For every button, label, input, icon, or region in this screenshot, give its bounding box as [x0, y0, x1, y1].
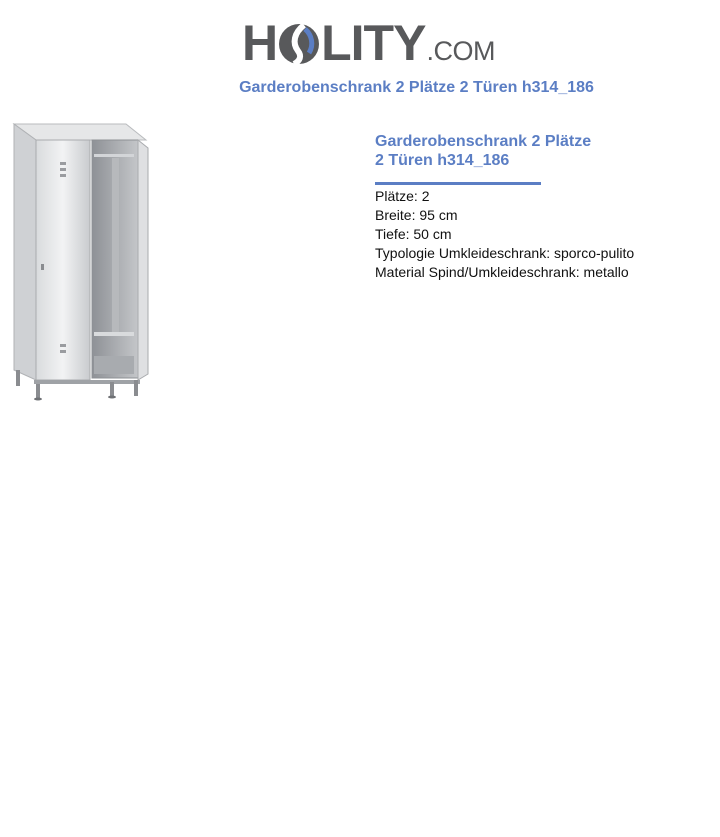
spec-material: Material Spind/Umkleideschrank: metallo [375, 264, 629, 280]
site-logo[interactable] [242, 12, 495, 71]
logo-letters-lity: LITY [321, 15, 426, 71]
page-title: Garderobenschrank 2 Plätze 2 Türen h314_186 [239, 79, 594, 96]
product-title-line2: 2 Türen h314_186 [375, 152, 510, 169]
spec-width: Breite: 95 cm [375, 207, 458, 223]
title-divider [375, 182, 541, 185]
spec-places: Plätze: 2 [375, 188, 430, 204]
product-title-line1: Garderobenschrank 2 Plätze [375, 133, 592, 150]
logo-letter-h: H [242, 15, 278, 71]
product-title [375, 132, 615, 170]
logo-suffix: .COM [426, 36, 495, 66]
spec-depth: Tiefe: 50 cm [375, 226, 452, 242]
product-image [6, 118, 156, 408]
product-detail [375, 132, 695, 282]
spec-type: Typologie Umkleideschrank: sporco-pulito [375, 245, 635, 261]
logo-o-icon [278, 21, 320, 67]
